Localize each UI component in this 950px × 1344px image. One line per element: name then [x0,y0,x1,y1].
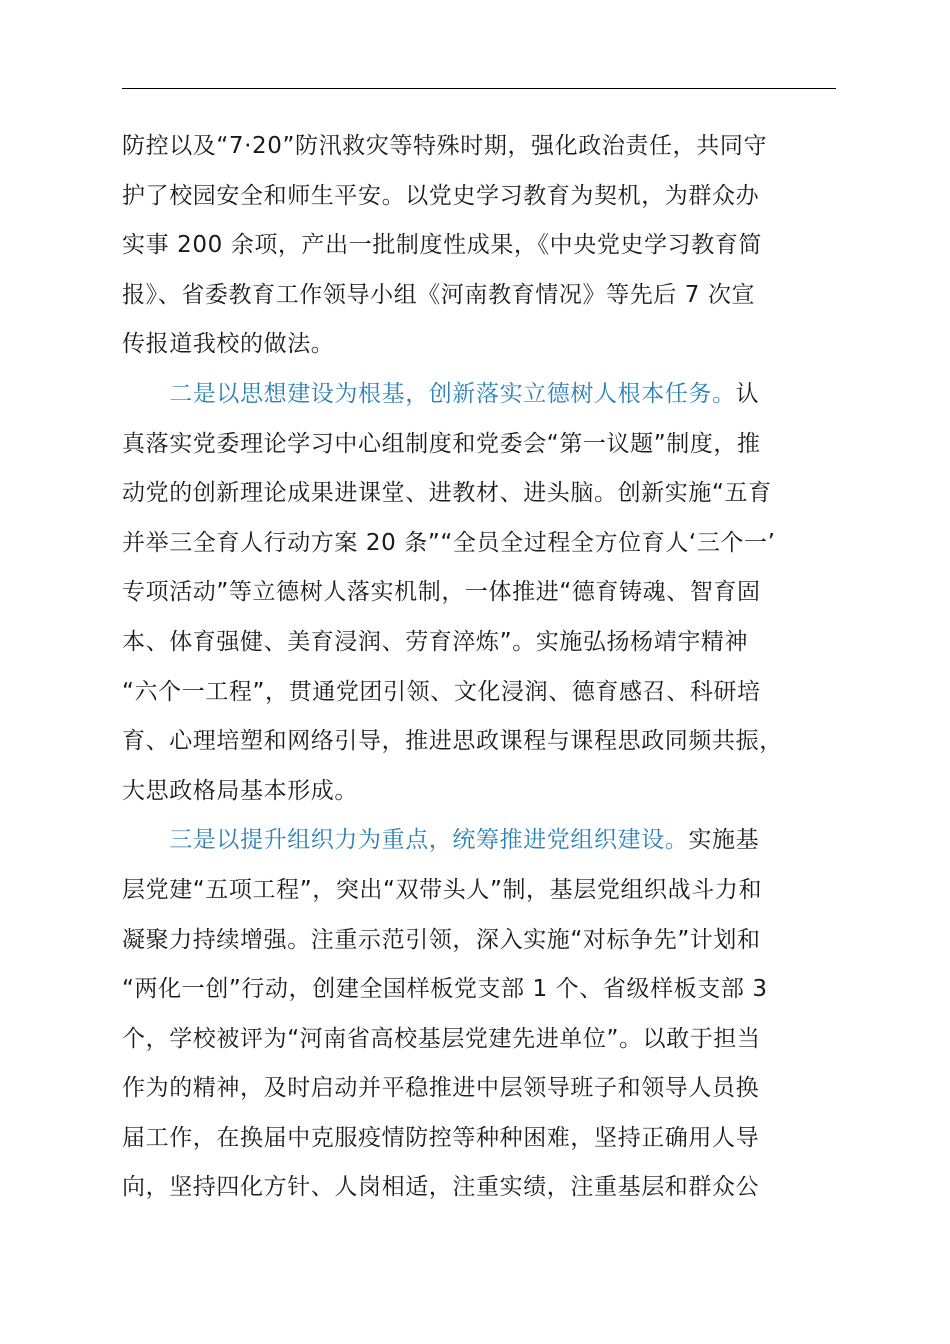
text-line: “两化一创”行动，创建全国样板党支部 1 个、省级样板支部 3 [122,976,768,1003]
paragraph-2 [122,370,838,816]
text-line: 并举三全育人行动方案 20 条”“全员全过程全方位育人‘三个一’ [122,529,776,556]
paragraph-3 [122,816,838,1213]
text-fragment: 认 [735,380,760,407]
text-line: 向，坚持四化方针、人岗相适，注重实绩，注重基层和群众公 [122,1174,760,1201]
document-body [122,122,838,1213]
text-line: 传报道我校的做法。 [122,331,335,358]
text-fragment: 实施基 [688,827,760,854]
text-line [122,370,838,420]
text-line: 作为的精神，及时启动并平稳推进中层领导班子和领导人员换 [122,1075,760,1102]
text-line: 专项活动”等立德树人落实机制，一体推进“德育铸魂、智育固 [122,579,761,606]
text-line: 凝聚力持续增强。注重示范引领，深入实施“对标争先”计划和 [122,926,761,953]
section-heading: 三是以提升组织力为重点，统筹推进党组织建设。 [169,827,689,854]
text-line: 届工作，在换届中克服疫情防控等种种困难，坚持正确用人导 [122,1124,760,1151]
text-line [122,816,838,866]
text-line: 防控以及“7·20”防汛救灾等特殊时期，强化政治责任，共同守 [122,133,768,159]
section-heading: 二是以思想建设为根基，创新落实立德树人根本任务。 [169,380,736,407]
header-rule [122,88,836,89]
text-line: “六个一工程”，贯通党团引领、文化浸润、德育感召、科研培 [122,678,761,705]
text-line: 本、体育强健、美育浸润、劳育淬炼”。实施弘扬杨靖宇精神 [122,628,749,655]
text-line: 层党建“五项工程”，突出“双带头人”制，基层党组织战斗力和 [122,876,763,903]
text-line: 实事 200 余项，产出一批制度性成果，《中央党史学习教育简 [122,232,763,259]
text-line: 护了校园安全和师生平安。以党史学习教育为契机，为群众办 [122,182,760,209]
text-line: 大思政格局基本形成。 [122,777,358,804]
text-line: 个，学校被评为“河南省高校基层党建先进单位”。以敢于担当 [122,1025,761,1052]
text-line: 育、心理培塑和网络引导，推进思政课程与课程思政同频共振， [122,728,783,755]
text-line: 报》、省委教育工作领导小组《河南教育情况》等先后 7 次宣 [122,281,756,308]
text-line: 动党的创新理论成果进课堂、进教材、进头脑。创新实施“五育 [122,480,772,507]
paragraph-1 [122,122,838,370]
text-line: 真落实党委理论学习中心组制度和党委会“第一议题”制度，推 [122,430,761,457]
